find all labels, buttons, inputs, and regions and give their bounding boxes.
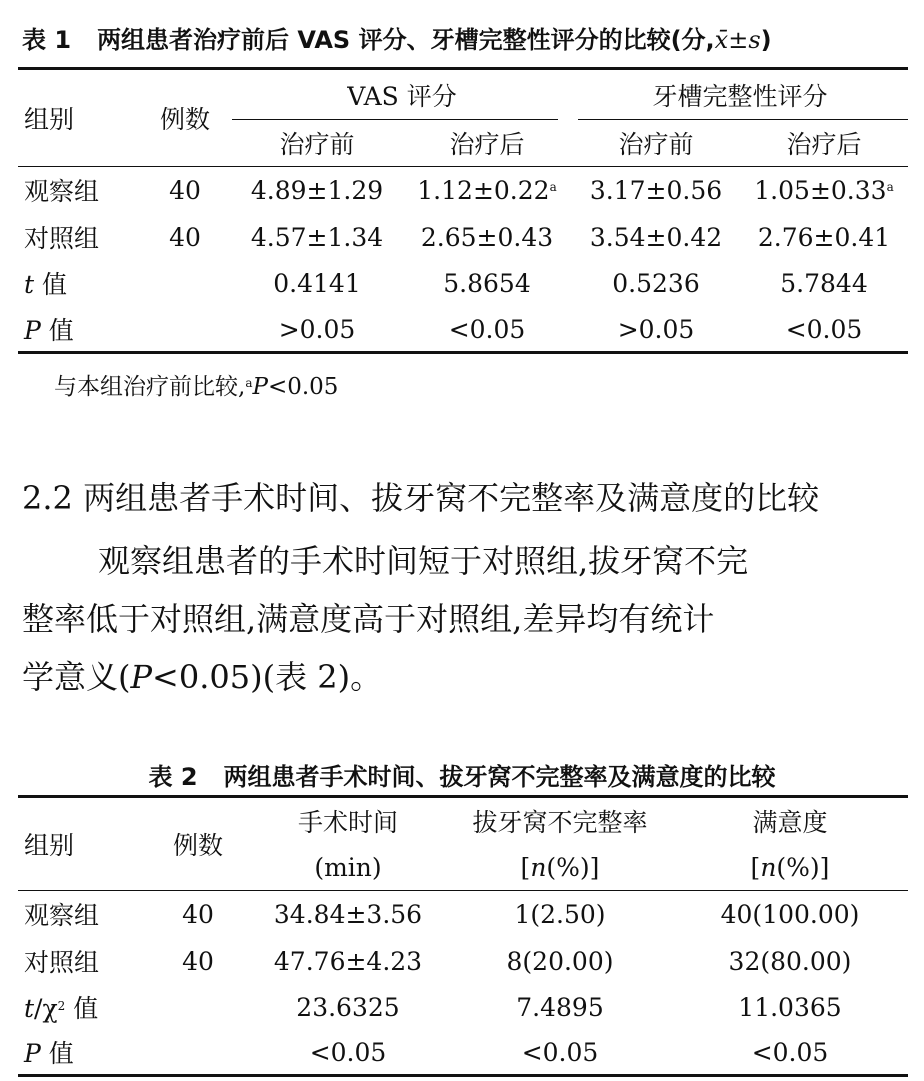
unit-bracket: (%)] bbox=[546, 852, 600, 882]
table2-empty-cell bbox=[148, 1030, 248, 1074]
table-row bbox=[18, 166, 908, 214]
table2-cell: 7.4895 bbox=[516, 992, 604, 1022]
superscript: 2 bbox=[57, 998, 66, 1013]
table1-cell: 0.5236 bbox=[612, 268, 700, 298]
table2-cell: 40(100.00) bbox=[720, 899, 860, 929]
table1-cell: >0.05 bbox=[617, 314, 695, 344]
table1 bbox=[18, 70, 908, 352]
table2-cell: 47.76±4.23 bbox=[273, 946, 423, 976]
table2-row-count: 40 bbox=[182, 946, 214, 976]
paragraph-text: 学意义( bbox=[22, 658, 131, 696]
table2-row-count: 40 bbox=[182, 899, 214, 929]
footnote-prefix: 与本组治疗前比较, bbox=[54, 374, 246, 400]
unit-bracket: [ bbox=[520, 852, 531, 882]
section-heading: 2.2 两组患者手术时间、拔牙窝不完整率及满意度的比较 bbox=[22, 479, 820, 517]
table1-empty-cell bbox=[138, 260, 232, 306]
table1-header-alv-after: 治疗后 bbox=[786, 130, 862, 159]
p-symbol: P bbox=[130, 658, 153, 696]
table1-cell: 3.17±0.56 bbox=[589, 175, 723, 205]
table1-cell: 4.57±1.34 bbox=[250, 222, 384, 252]
table1-row-count: 40 bbox=[169, 222, 201, 252]
table2-header-op-time-unit: (min) bbox=[314, 852, 382, 882]
table2-bottom-rule bbox=[18, 1074, 908, 1077]
t-symbol: t bbox=[24, 994, 35, 1023]
table2-cell: 11.0365 bbox=[738, 992, 842, 1022]
table2-cell: 8(20.00) bbox=[506, 946, 614, 976]
table-row bbox=[18, 890, 908, 938]
table1-row-count: 40 bbox=[169, 175, 201, 205]
table1-header-vas-before: 治疗前 bbox=[279, 130, 355, 159]
table2-cell: 1(2.50) bbox=[514, 899, 606, 929]
table2 bbox=[18, 798, 908, 1074]
table2-header-op-time: 手术时间 bbox=[297, 808, 398, 837]
table2-cell: 34.84±3.56 bbox=[273, 899, 423, 929]
table2-header-satisfaction: 满意度 bbox=[752, 808, 828, 837]
table1-cell: 2.65±0.43 bbox=[420, 222, 554, 252]
paragraph-line: 整率低于对照组,满意度高于对照组,差异均有统计 bbox=[22, 600, 715, 638]
table-row bbox=[18, 984, 908, 1030]
table2-header-satisfaction-unit bbox=[672, 844, 908, 890]
table2-cell: 32(80.00) bbox=[728, 946, 852, 976]
table2-header-group: 组别 bbox=[24, 831, 75, 860]
table1-empty-cell bbox=[138, 306, 232, 352]
table2-row-group: 对照组 bbox=[24, 948, 100, 977]
table1-footnote bbox=[54, 368, 338, 401]
n-symbol: n bbox=[530, 852, 547, 882]
table1-cell-marked bbox=[402, 166, 572, 214]
table1-cell: >0.05 bbox=[278, 314, 356, 344]
p-symbol: P bbox=[24, 316, 41, 345]
table1-cell-marked bbox=[740, 166, 908, 214]
table1-row-group: 观察组 bbox=[24, 177, 100, 206]
table1-header-alveolar: 牙槽完整性评分 bbox=[652, 82, 828, 111]
p-symbol: P bbox=[24, 1039, 41, 1068]
table1-cell: 2.76±0.41 bbox=[757, 222, 891, 252]
table1-header-group: 组别 bbox=[24, 105, 75, 134]
table2-header-incomplete: 拔牙窝不完整率 bbox=[472, 808, 648, 837]
table2-caption bbox=[0, 757, 924, 792]
table1-caption-text: 两组患者治疗前后 VAS 评分、牙槽完整性评分的比较(分, bbox=[97, 26, 715, 54]
table1-t-label bbox=[18, 260, 138, 306]
chi-symbol: /χ bbox=[34, 994, 58, 1023]
table1-cell: 0.4141 bbox=[273, 268, 361, 298]
table1-caption bbox=[22, 20, 924, 55]
p-symbol: P bbox=[252, 374, 268, 400]
table2-header-count: 例数 bbox=[172, 831, 223, 860]
table1-header-count: 例数 bbox=[159, 105, 210, 134]
footnote-value: <0.05 bbox=[267, 374, 339, 400]
value-label: 值 bbox=[34, 270, 67, 299]
table2-cell: <0.05 bbox=[751, 1037, 829, 1067]
significance-mark: a bbox=[245, 376, 253, 391]
t-symbol: t bbox=[24, 270, 35, 299]
table1-caption-close: ) bbox=[760, 26, 772, 54]
table-row bbox=[18, 306, 908, 352]
significance-mark: a bbox=[886, 180, 894, 195]
value-label: 值 bbox=[40, 316, 74, 345]
table1-header-alv-before: 治疗前 bbox=[618, 130, 694, 159]
paragraph-text: <0.05)(表 2)。 bbox=[152, 658, 383, 696]
table1-cell: 5.7844 bbox=[780, 268, 868, 298]
value-label: 值 bbox=[40, 1039, 74, 1068]
table1-header-vas: VAS 评分 bbox=[347, 82, 457, 111]
table1-cell: <0.05 bbox=[785, 314, 863, 344]
table-row bbox=[18, 214, 908, 260]
table1-cell: 3.54±0.42 bbox=[589, 222, 723, 252]
table2-p-label bbox=[18, 1030, 148, 1074]
unit-bracket: (%)] bbox=[776, 852, 830, 882]
table2-empty-cell bbox=[148, 984, 248, 1030]
table1-cell-value: 1.05±0.33 bbox=[754, 175, 887, 205]
table2-cell: <0.05 bbox=[521, 1037, 599, 1067]
table-row bbox=[18, 1030, 908, 1074]
table1-cell: <0.05 bbox=[448, 314, 526, 344]
table2-header-incomplete-unit bbox=[448, 844, 672, 890]
table2-row-group: 观察组 bbox=[24, 901, 100, 930]
table-row bbox=[18, 260, 908, 306]
table2-cell: 23.6325 bbox=[296, 992, 400, 1022]
table1-p-label bbox=[18, 306, 138, 352]
table1-caption-stat: x̄±s bbox=[714, 26, 761, 54]
table1-caption-number: 表 1 bbox=[22, 26, 72, 54]
section-paragraph bbox=[22, 532, 912, 706]
paragraph-line bbox=[22, 648, 912, 706]
table2-caption-text: 两组患者手术时间、拔牙窝不完整率及满意度的比较 bbox=[223, 763, 776, 791]
table1-cell: 5.8654 bbox=[443, 268, 531, 298]
table2-cell: <0.05 bbox=[309, 1037, 387, 1067]
table1-cell-value: 1.12±0.22 bbox=[417, 175, 550, 205]
table-row bbox=[18, 938, 908, 984]
paragraph-line: 观察组患者的手术时间短于对照组,拔牙窝不完 bbox=[98, 542, 749, 580]
n-symbol: n bbox=[760, 852, 777, 882]
table1-cell: 4.89±1.29 bbox=[250, 175, 384, 205]
table1-header-vas-after: 治疗后 bbox=[449, 130, 525, 159]
unit-bracket: [ bbox=[750, 852, 761, 882]
significance-mark: a bbox=[549, 180, 557, 195]
table1-row-group: 对照组 bbox=[24, 224, 100, 253]
value-label: 值 bbox=[65, 994, 99, 1023]
table2-caption-number: 表 2 bbox=[148, 763, 198, 791]
table2-stat-label bbox=[18, 984, 148, 1030]
